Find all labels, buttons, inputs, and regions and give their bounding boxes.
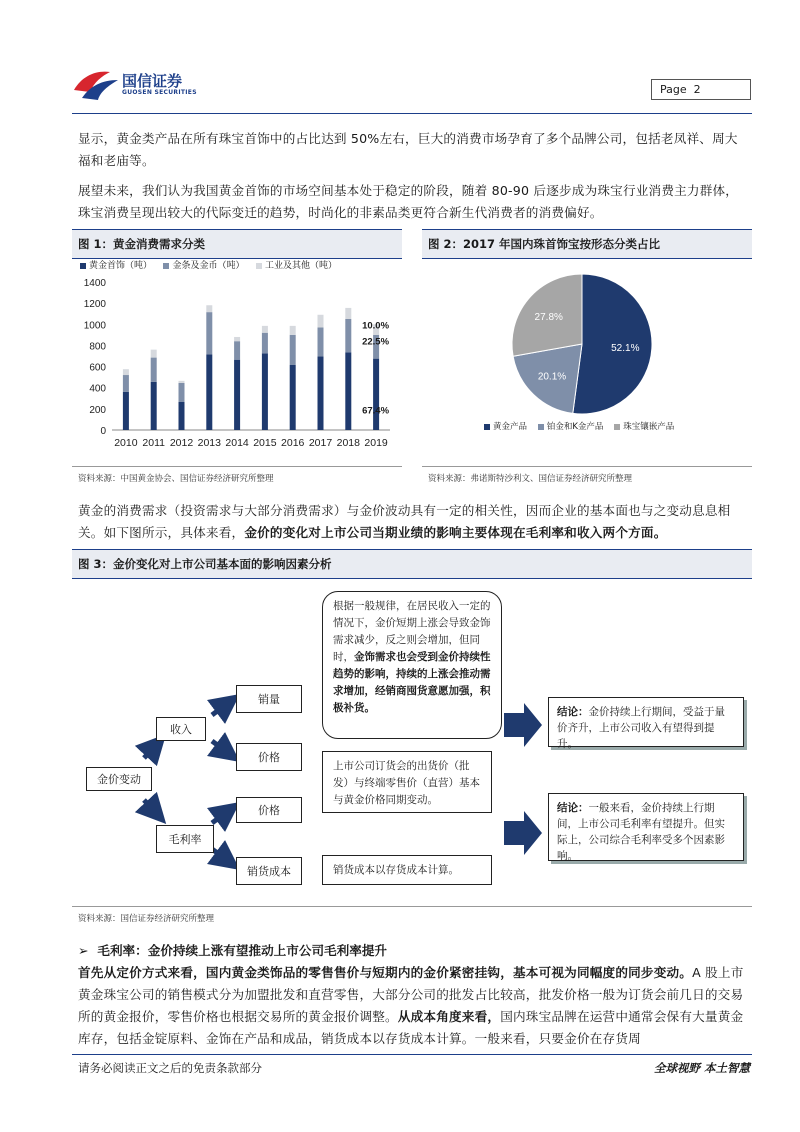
fig2-pie-svg: [422, 252, 752, 437]
node-cost: 销货成本: [236, 857, 302, 885]
legend-swatch-bars: [163, 263, 169, 269]
bar-segment: [179, 381, 185, 383]
logo-en-text: GUOSEN SECURITIES: [122, 89, 197, 96]
node-sales-volume: 销量: [236, 685, 302, 713]
paragraph-3-bold: 金价的变化对上市公司当期业绩的影响主要体现在毛利率和收入两个方面。: [244, 525, 667, 540]
y-tick-label: 200: [89, 404, 106, 416]
note-demand-bold: 金饰需求也会受到金价持续性趋势的影响，持续的上涨会推动需求增加，经销商囤货意愿加强，积极补货。: [333, 651, 491, 714]
note-demand-text: 根据一般规律，在居民收入一定的情况下，金价短期上涨会导致金饰需求减少，反之则会增加，但同时，: [333, 600, 491, 663]
bar-segment: [234, 341, 240, 360]
section-heading-text: 毛利率：金价持续上涨有望推动上市公司毛利率提升: [97, 943, 387, 958]
x-tick-label: 2011: [142, 437, 165, 449]
fig2-rule: [422, 466, 752, 467]
x-tick-label: 2016: [281, 437, 305, 449]
x-tick-label: 2015: [253, 437, 277, 449]
legend-jewelry: 黄金首饰（吨）: [89, 261, 153, 271]
bar-segment: [262, 333, 268, 354]
x-tick-label: 2010: [114, 437, 138, 449]
paragraph-4: [78, 962, 750, 1050]
pie-data-label: 27.8%: [534, 312, 563, 324]
conclusion-revenue-text: 金价持续上行期间，受益于量价齐升，上市公司收入有望得到提升。: [557, 706, 725, 750]
bar-segment: [345, 352, 351, 430]
fig1-bar-svg: [72, 274, 402, 474]
conclusion-revenue: [548, 697, 744, 750]
arrow-revenue-price: [212, 741, 228, 753]
bar-segment: [234, 360, 240, 430]
bar-segment: [151, 358, 157, 382]
x-tick-label: 2012: [169, 437, 194, 449]
bar-annotation: 10.0%: [362, 320, 390, 332]
page-indicator: [651, 79, 751, 100]
bar-segment: [318, 357, 324, 430]
fig3-title: 图 3：金价变化对上市公司基本面的影响因素分析: [72, 549, 752, 579]
footer-rule: [72, 1054, 752, 1055]
footer-slogan: 全球视野 本土智慧: [653, 1061, 750, 1075]
conclusion-margin-text: 一般来看，金价持续上行期间，上市公司毛利率有望提升。但实际上，公司综合毛利率受多个因素影响。: [557, 802, 725, 862]
note-demand: [322, 591, 502, 739]
note-price: 上市公司订货会的出货价（批发）与终端零售价（直营）基本与黄金价格同期变动。: [322, 751, 492, 813]
pie-legend-swatch-jewelry: [614, 424, 620, 430]
bar-segment: [318, 315, 324, 328]
note-cost: 销货成本以存货成本计算。: [322, 855, 492, 885]
y-tick-label: 0: [100, 426, 106, 437]
arrow-root-revenue: [144, 745, 156, 758]
bar-segment: [373, 359, 379, 430]
x-tick-label: 2014: [225, 437, 249, 449]
bar-segment: [206, 305, 212, 312]
paragraph-3-text: 黄金的消费需求（投资需求与大部分消费需求）与金价波动具有一定的相关性，因而企业的基本面也与之变动息息相关。如下图所示，具体来看，: [78, 503, 731, 540]
big-arrow-2: [504, 811, 542, 855]
fig1-chart: [72, 252, 402, 460]
paragraph-3: [78, 500, 750, 544]
y-tick-label: 800: [89, 341, 106, 353]
paragraph-4-text-2: 国内珠宝品牌在运营中通常会保有大量黄金库存，包括金锭原料、金饰在产品和成品，销货成本以存货成本计算。一般来看，只要金价在存货周: [78, 1009, 744, 1046]
logo-cn-text: 国信证券: [122, 72, 183, 90]
node-price-1: 价格: [236, 743, 302, 771]
fig1-source: 资料来源：中国黄金协会、国信证券经济研究所整理: [78, 474, 274, 484]
bar-segment: [290, 365, 296, 430]
bar-segment: [262, 353, 268, 430]
x-tick-label: 2018: [336, 437, 360, 449]
fig2-title: 图 2：2017 年国内珠首饰宝按形态分类占比: [422, 229, 752, 259]
header-rule: [72, 113, 752, 114]
pie-legend-jewelry: 珠宝镶嵌产品: [623, 422, 675, 432]
logo: [72, 66, 222, 106]
arrow-revenue-volume: [212, 703, 228, 715]
big-arrow-1: [504, 703, 542, 747]
x-tick-label: 2019: [364, 437, 388, 449]
bar-segment: [179, 383, 185, 402]
x-tick-label: 2017: [308, 437, 333, 449]
bullet-arrow-icon: ➢: [78, 943, 89, 958]
page-number: 2: [693, 83, 701, 96]
fig2-legend: [484, 420, 674, 432]
page-label: Page: [660, 83, 687, 96]
node-margin: 毛利率: [156, 825, 214, 853]
bar-segment: [290, 335, 296, 365]
section-heading: [78, 940, 750, 959]
logo-mark-icon: [72, 66, 120, 102]
fig1-rule: [72, 466, 402, 467]
conclusion-margin-label: 结论：: [557, 802, 589, 814]
fig3-source: 资料来源：国信证券经济研究所整理: [78, 914, 215, 924]
fig2-chart: [422, 252, 752, 460]
bar-segment: [290, 326, 296, 335]
y-tick-label: 600: [89, 362, 106, 374]
bar-segment: [206, 312, 212, 354]
y-tick-label: 400: [89, 383, 106, 395]
fig3-rule: [72, 906, 752, 907]
pie-legend-swatch-platinum: [538, 424, 544, 430]
conclusion-margin: [548, 793, 744, 861]
bar-segment: [123, 375, 129, 392]
bar-segment: [345, 319, 351, 352]
legend-bars: 金条及金币（吨）: [172, 261, 245, 271]
legend-industry: 工业及其他（吨）: [264, 261, 337, 271]
bar-segment: [151, 382, 157, 430]
bar-segment: [123, 392, 129, 430]
pie-data-label: 20.1%: [537, 371, 567, 383]
bar-segment: [318, 327, 324, 356]
pie-data-label: 52.1%: [611, 342, 640, 354]
pie-legend-swatch-gold: [484, 424, 490, 430]
paragraph-4-bold-1: 首先从定价方式来看，国内黄金类饰品的零售售价与短期内的金价紧密挂钩，基本可视为同幅度的同步变动。: [78, 965, 693, 980]
arrow-margin-price: [212, 811, 228, 823]
paragraph-2: 展望未来，我们认为我国黄金首饰的市场空间基本处于稳定的阶段，随着 80-90 后逐步成为珠宝行业消费主力群体，珠宝消费呈现出较大的代际变迁的趋势，时尚化的非素品类更符合新生代消费者的消费偏好。: [78, 183, 739, 220]
conclusion-revenue-label: 结论：: [557, 706, 589, 718]
y-tick-label: 1000: [83, 320, 106, 332]
fig1-title: 图 1：黄金消费需求分类: [72, 229, 402, 259]
paragraph-4-text-1: A 股上市黄金珠宝公司的销售模式分为加盟批发和直营零售，大部分公司的批发占比较高，批发价格一般为订货会前几日的交易所的黄金报价，零售价格也根据交易所的黄金报价调整。: [78, 965, 744, 1024]
arrow-margin-cost: [212, 849, 228, 861]
arrow-root-margin: [144, 800, 156, 813]
legend-swatch-jewelry: [80, 263, 86, 269]
fig1-legend: [80, 258, 405, 271]
x-tick-label: 2013: [197, 437, 221, 449]
node-price-2: 价格: [236, 797, 302, 823]
bar-segment: [345, 308, 351, 319]
fig2-source: 资料来源：弗诺斯特沙利文、国信证券经济研究所整理: [428, 474, 633, 484]
paragraph-4-bold-2: 从成本角度来看，: [397, 1009, 501, 1024]
node-revenue: 收入: [156, 717, 206, 741]
bar-segment: [151, 350, 157, 358]
node-gold-price-change: 金价变动: [86, 767, 152, 791]
footer-disclaimer: 请务必阅读正文之后的免责条款部分: [78, 1061, 262, 1075]
pie-legend-gold: 黄金产品: [493, 422, 528, 432]
paragraph-1: 显示，黄金类产品在所有珠宝首饰中的占比达到 50%左右，巨大的消费市场孕育了多个品牌公司，包括老凤祥、周大福和老庙等。: [78, 131, 738, 168]
bar-segment: [206, 354, 212, 430]
fig3-diagram: [72, 575, 752, 905]
bar-annotation: 22.5%: [362, 336, 390, 348]
bar-segment: [234, 337, 240, 341]
bar-annotation: 67.4%: [362, 405, 390, 417]
y-tick-label: 1200: [83, 299, 106, 311]
y-tick-label: 1400: [83, 278, 106, 289]
bar-segment: [262, 326, 268, 333]
legend-swatch-industry: [256, 263, 262, 269]
pie-legend-platinum: 铂金和K金产品: [546, 422, 604, 432]
bar-segment: [123, 369, 129, 375]
bar-segment: [179, 402, 185, 430]
